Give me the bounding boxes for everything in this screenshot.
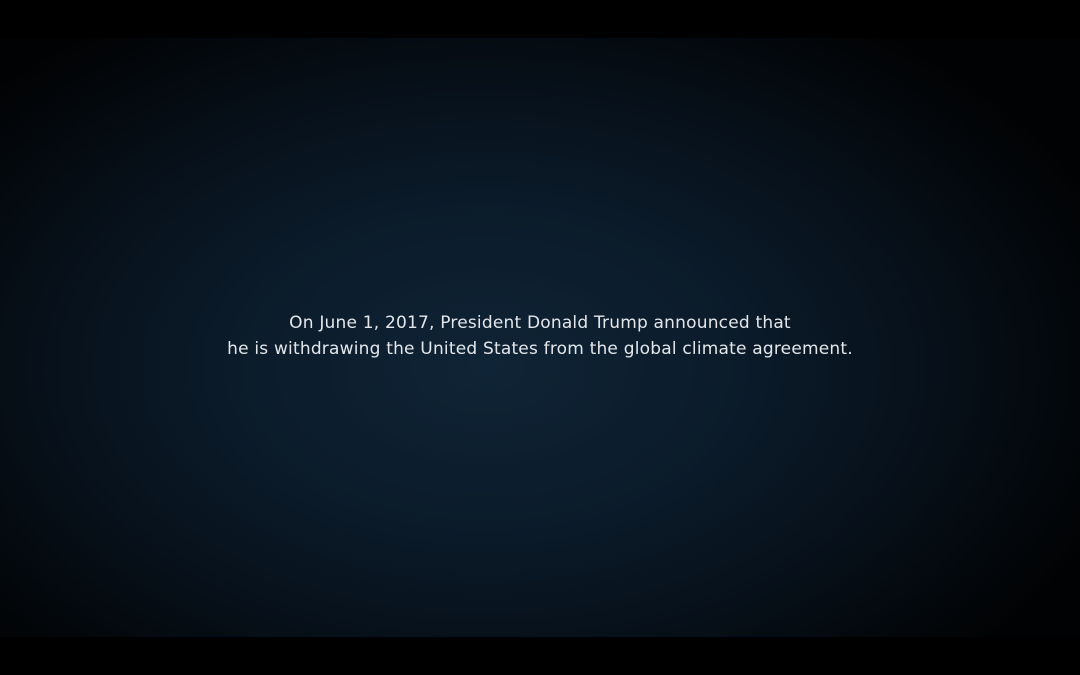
letterbox-bottom-bar [0,637,1080,675]
caption-line-2: he is withdrawing the United States from the global climate agreement. [227,339,853,359]
caption-line-1: On June 1, 2017, President Donald Trump announced that [289,313,791,333]
letterbox-top-bar [0,0,1080,38]
dark-gradient-background [0,38,1080,637]
title-card-caption [0,310,1080,362]
